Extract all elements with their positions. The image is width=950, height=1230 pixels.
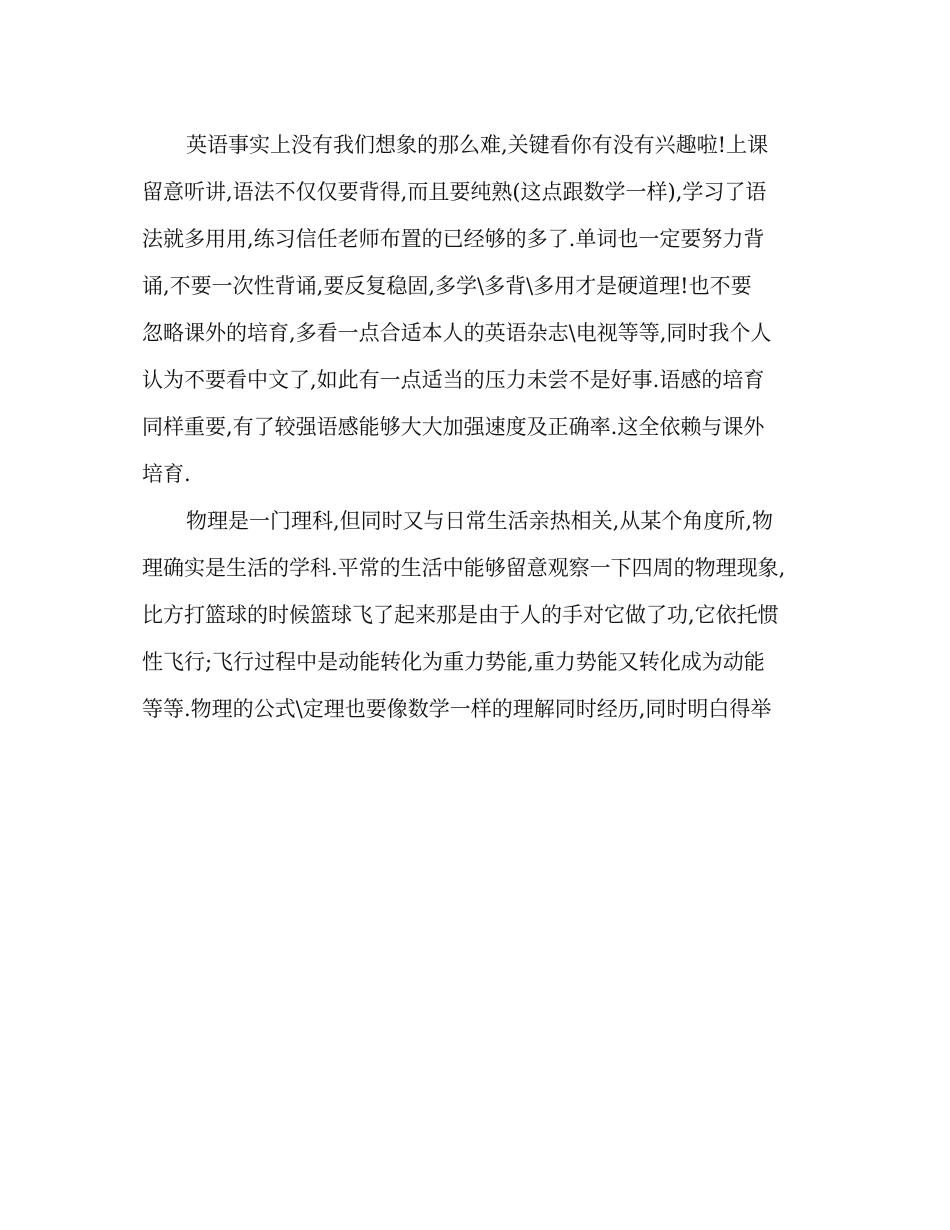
text-line: 英语事实上没有我们想象的那么难,关键看你有没有兴趣啦!上课 xyxy=(186,133,769,157)
text-line: 认为不要看中文了,如此有一点适当的压力未尝不是好事.语感的培育 xyxy=(142,368,765,392)
text-line: 法就多用用,练习信任老师布置的已经够的多了.单词也一定要努力背 xyxy=(142,227,765,251)
text-line: 性飞行;飞行过程中是动能转化为重力势能,重力势能又转化成为动能 xyxy=(142,650,765,674)
paragraph-physics xyxy=(142,498,822,733)
text-line: 比方打篮球的时候篮球飞了起来那是由于人的手对它做了功,它依托惯 xyxy=(142,603,779,627)
text-line: 等等.物理的公式\定理也要像数学一样的理解同时经历,同时明白得举 xyxy=(142,697,772,721)
paragraph-english xyxy=(142,122,822,498)
text-line: 忽略课外的培育,多看一点合适本人的英语杂志\电视等等,同时我个人 xyxy=(142,321,772,345)
text-line: 留意听讲,语法不仅仅要背得,而且要纯熟(这点跟数学一样),学习了语 xyxy=(142,180,767,204)
text-line: 同样重要,有了较强语感能够大大加强速度及正确率.这全依赖与课外 xyxy=(142,415,765,439)
document-body xyxy=(142,122,822,733)
text-line: 理确实是生活的学科.平常的生活中能够留意观察一下四周的物理现象, xyxy=(142,556,786,580)
text-line: 培育. xyxy=(142,462,191,486)
text-line: 物理是一门理科,但同时又与日常生活亲热相关,从某个角度所,物 xyxy=(186,509,774,533)
text-line: 诵,不要一次性背诵,要反复稳固,多学\多背\多用才是硬道理!也不要 xyxy=(142,274,752,298)
